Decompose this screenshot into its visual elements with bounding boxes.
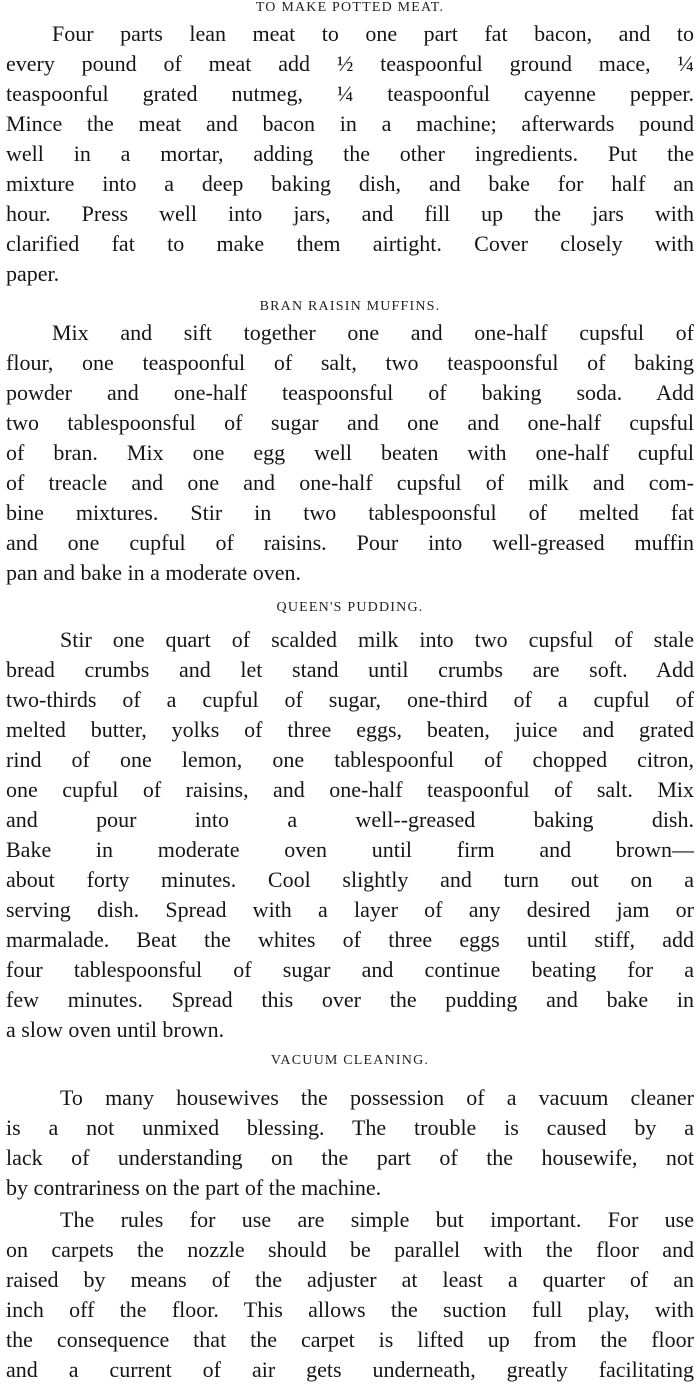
text-line: hour. Press well into jars, and fill up the jars with (6, 201, 694, 226)
text-line: lack of understanding on the part of the housewife, not (6, 1145, 694, 1170)
text-line: and pour into a well--greased baking dish. (6, 807, 694, 832)
text-line: of treacle and one and one-half cupsful of milk and com- (6, 470, 694, 495)
text-line: two-thirds of a cupful of sugar, one-third of a cupful of (6, 687, 694, 712)
text-line: Stir one quart of scalded milk into two cupsful of stale (60, 627, 694, 652)
text-line: every pound of meat add ½ teaspoonful ground mace, ¼ (6, 51, 694, 76)
text-line: well in a mortar, adding the other ingredients. Put the (6, 141, 694, 166)
section-heading-bran-muffins: BRAN RAISIN MUFFINS. (259, 299, 441, 314)
text-line: marmalade. Beat the whites of three eggs until stiff, add (6, 927, 694, 952)
text-line: flour, one teaspoonful of salt, two teaspoonsful of baking (6, 350, 694, 375)
text-line: and one cupful of raisins. Pour into well-greased muffin (6, 530, 694, 555)
text-line: is a not unmixed blessing. The trouble is caused by a (6, 1115, 694, 1140)
paragraph-vacuum-cleaning-1 (6, 1083, 694, 1203)
text-line: mixture into a deep baking dish, and bake for half an (6, 171, 694, 196)
text-line: the consequence that the carpet is lifted up from the floor (6, 1327, 694, 1352)
text-line: teaspoonful grated nutmeg, ¼ teaspoonful cayenne pepper. (6, 81, 694, 106)
text-line: raised by means of the adjuster at least a quarter of an (6, 1267, 694, 1292)
text-line: rind of one lemon, one tablespoonful of chopped citron, (6, 747, 694, 772)
section-heading-vacuum-cleaning: VACUUM CLEANING. (270, 1053, 430, 1068)
text-line: and a current of air gets underneath, greatly facilitating (6, 1357, 694, 1382)
text-line: powder and one-half teaspoonsful of baking soda. Add (6, 380, 694, 405)
text-line: pan and bake in a moderate oven. (6, 560, 302, 585)
text-line: two tablespoonsful of sugar and one and one-half cupsful (6, 410, 694, 435)
paragraph-vacuum-cleaning-2 (6, 1205, 694, 1385)
text-line: serving dish. Spread with a layer of any desired jam or (6, 897, 694, 922)
paragraph-potted-meat (6, 19, 694, 289)
text-line: Four parts lean meat to one part fat bacon, and to (52, 21, 694, 46)
text-line: on carpets the nozzle should be parallel with the floor and (6, 1237, 694, 1262)
paragraph-bran-muffins (6, 318, 694, 588)
text-line: Mince the meat and bacon in a machine; afterwards pound (6, 111, 694, 136)
text-line: by contrariness on the part of the machine. (6, 1175, 382, 1200)
text-line: a slow oven until brown. (6, 1017, 225, 1042)
text-line: inch off the floor. This allows the suction full play, with (6, 1297, 694, 1322)
text-line: one cupful of raisins, and one-half teaspoonful of salt. Mix (6, 777, 694, 802)
section-heading-potted-meat: TO MAKE POTTED MEAT. (255, 0, 445, 15)
text-line: four tablespoonsful of sugar and continue beating for a (6, 957, 694, 982)
text-line: bine mixtures. Stir in two tablespoonsful of melted fat (6, 500, 694, 525)
text-line: about forty minutes. Cool slightly and turn out on a (6, 867, 694, 892)
text-line: melted butter, yolks of three eggs, beaten, juice and grated (6, 717, 694, 742)
text-line: Mix and sift together one and one-half cupsful of (52, 320, 694, 345)
text-line: Bake in moderate oven until firm and brown— (6, 837, 694, 862)
text-line: paper. (6, 261, 60, 286)
text-line: clarified fat to make them airtight. Cover closely with (6, 231, 694, 256)
text-line: bread crumbs and let stand until crumbs are soft. Add (6, 657, 694, 682)
paragraph-queens-pudding (6, 625, 694, 1045)
text-line: of bran. Mix one egg well beaten with one-half cupful (6, 440, 694, 465)
text-line: To many housewives the possession of a vacuum cleaner (60, 1085, 694, 1110)
text-line: few minutes. Spread this over the pudding and bake in (6, 987, 694, 1012)
section-heading-queens-pudding: QUEEN'S PUDDING. (276, 600, 424, 615)
text-line: The rules for use are simple but important. For use (60, 1207, 694, 1232)
